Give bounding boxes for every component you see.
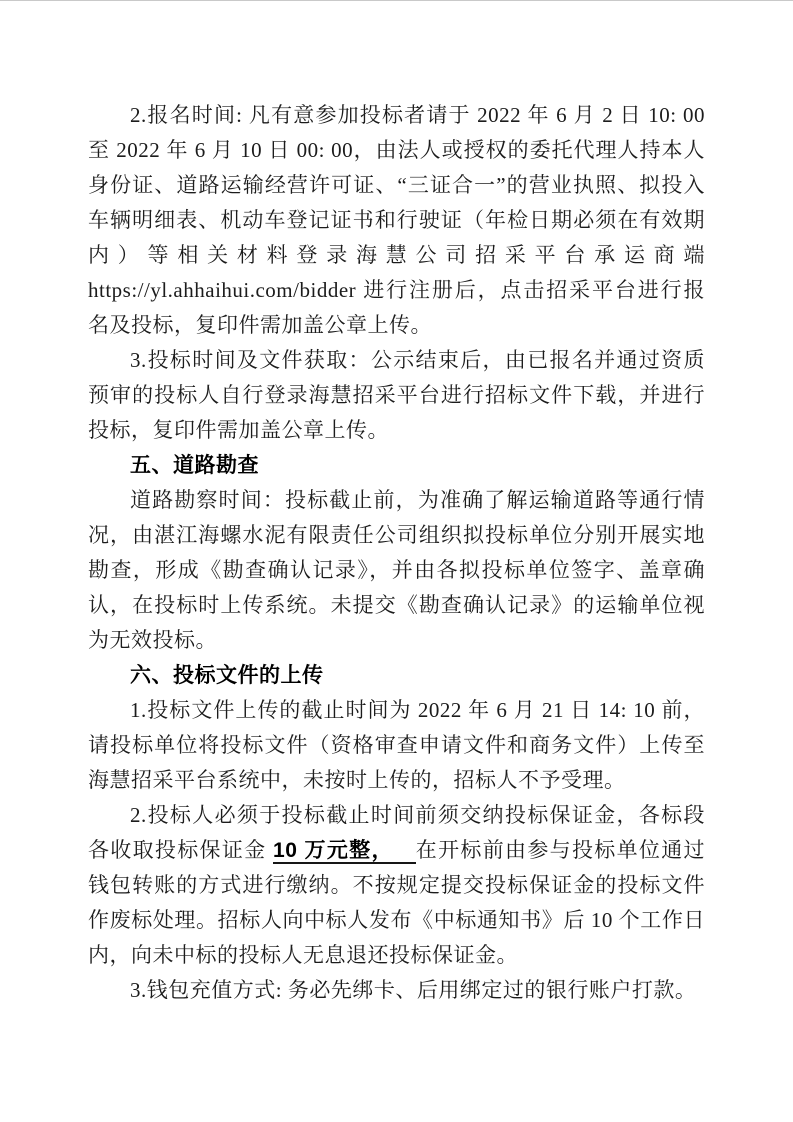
- paragraph-bid-time-and-file-access: 3.投标时间及文件获取：公示结束后，由已报名并通过资质预审的投标人自行登录海慧招采平台进行招标文件下载，并进行投标，复印件需加盖公章上传。: [88, 348, 705, 442]
- document-body: [0, 1, 793, 1008]
- paragraph-road-survey-details: 道路勘察时间：投标截止前，为准确了解运输道路等通行情况，由湛江海螺水泥有限责任公司组织拟投标单位分别开展实地勘查，形成《勘查确认记录》，并由各拟投标单位签字、盖章确认，在投标时上传系统。未提交《勘查确认记录》的运输单位视为无效投标。: [88, 488, 705, 652]
- heading-section-6-bid-document-upload: 六、投标文件的上传: [130, 664, 324, 687]
- paragraph-bid-deposit: [88, 798, 705, 973]
- deposit-text-after: 在开标前由参与投标单位通过钱包转账的方式进行缴纳。不按规定提交投标保证金的投标文件作废标处理。招标人向中标人发布《中标通知书》后 10 个工作日内，向未中标的投标人无息退还投标保证金。: [88, 838, 706, 967]
- paragraph-wallet-recharge: 3.钱包充值方式: 务必先绑卡、后用绑定过的银行账户打款。: [130, 978, 697, 1002]
- paragraph-upload-deadline: 1.投标文件上传的截止时间为 2022 年 6 月 21 日 14: 10 前，请投标单位将投标文件（资格审查申请文件和商务文件）上传至海慧招采平台系统中，未按时上传的，招标人不予受理。: [88, 698, 705, 792]
- deposit-text-before: 2.投标人必须于投标截止时间前须交纳投标保证金，各标段各收取投标保证金: [88, 803, 705, 862]
- paragraph-registration-time: 2.报名时间: 凡有意参加投标者请于 2022 年 6 月 2 日 10: 00 至 2022 年 6 月 10 日 00: 00，由法人或授权的委托代理人持本人身份证、道路运输经营许可证、“三证合一”的营业执照、拟投入车辆明细表、机动车登记证书和行驶证（年检日期必须在有效期内）等相关材料登录海慧公司招采平台承运商端 https://yl.ahhaihui.com/bidder 进行注册后，点击招采平台进行报名及投标，复印件需加盖公章上传。: [88, 103, 705, 337]
- heading-section-5-road-survey: 五、道路勘查: [130, 454, 259, 477]
- deposit-amount-emphasis: 10 万元整，: [273, 839, 416, 864]
